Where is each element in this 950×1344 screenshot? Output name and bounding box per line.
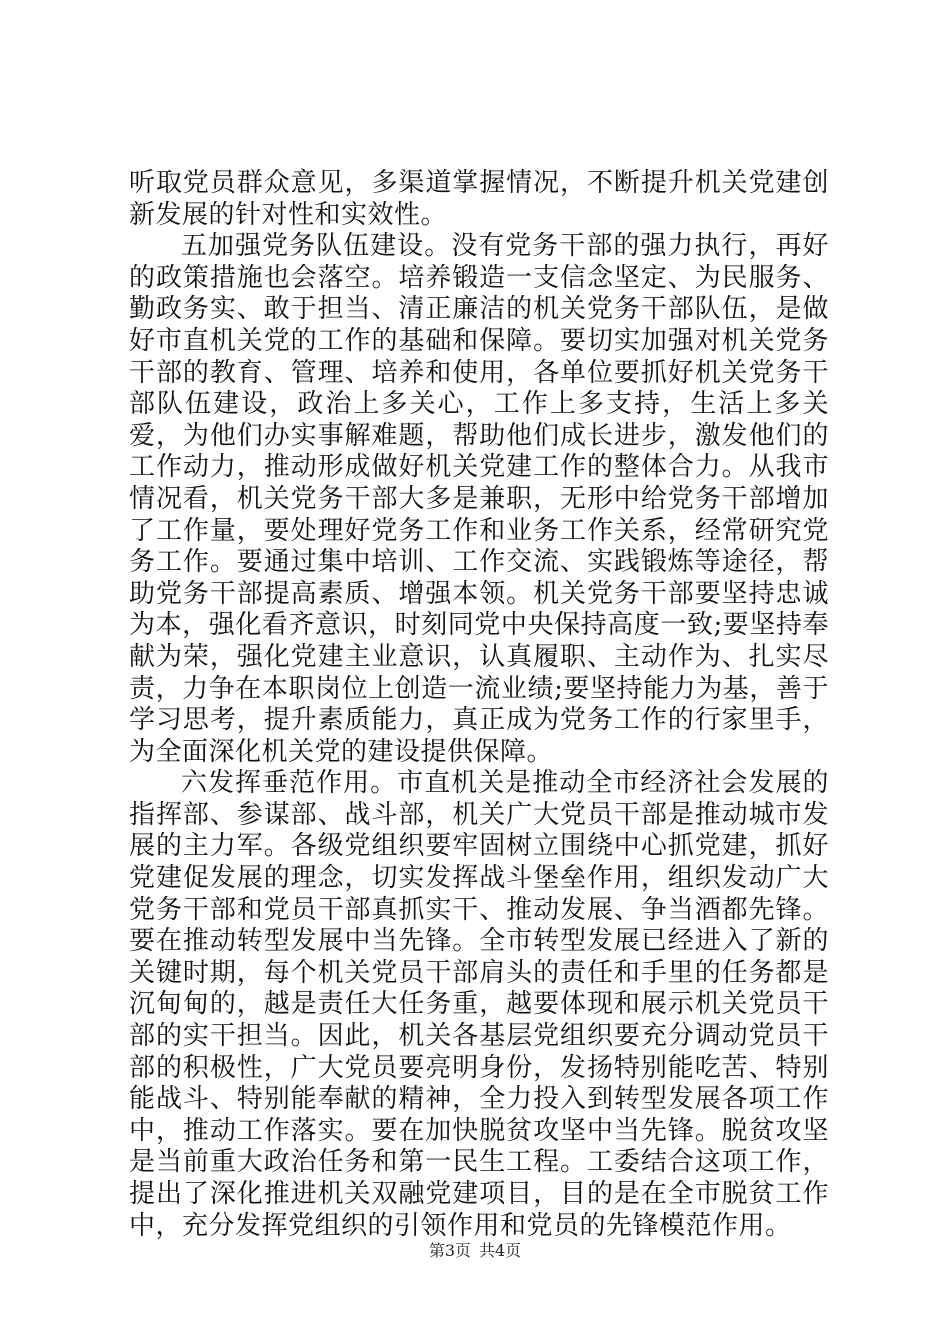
- paragraph-party-affairs-team: 五加强党务队伍建设。没有党务干部的强力执行，再好的政策措施也会落空。培养锻造一支信念坚定、为民服务、勤政务实、敢于担当、清正廉洁的机关党务干部队伍，是做好市直机关党的工作的基础和保障。要切实加强对机关党务干部的教育、管理、培养和使用，各单位要抓好机关党务干部队伍建设，政治上多关心，工作上多支持，生活上多关爱，为他们办实事解难题，帮助他们成长进步，激发他们的工作动力，推动形成做好机关党建工作的整体合力。从我市情况看，机关党务干部大多是兼职，无形中给党务干部增加了工作量，要处理好党务工作和业务工作关系，经常研究党务工作。要通过集中培训、工作交流、实践锻炼等途径，帮助党务干部提高素质、增强本领。机关党务干部要坚持忠诚为本，强化看齐意识，时刻同党中央保持高度一致;要坚持奉献为荣，强化党建主业意识，认真履职、主动作为、扎实尽责，力争在本职岗位上创造一流业绩;要坚持能力为基，善于学习思考，提升素质能力，真正成为党务工作的行家里手，为全面深化机关党的建设提供保障。: [129, 231, 829, 767]
- paragraph-exemplary-role: 六发挥垂范作用。市直机关是推动全市经济社会发展的指挥部、参谋部、战斗部，机关广大党员干部是推动城市发展的主力军。各级党组织要牢固树立围绕中心抓党建，抓好党建促发展的理念，切实发挥战斗堡垒作用，组织发动广大党务干部和党员干部真抓实干、推动发展、争当酒都先锋。要在推动转型发展中当先锋。全市转型发展已经进入了新的关键时期，每个机关党员干部肩头的责任和手里的任务都是沉甸甸的，越是责任大任务重，越要体现和展示机关党员干部的实干担当。因此，机关各基层党组织要充分调动党员干部的积极性，广大党员要亮明身份，发扬特别能吃苦、特别能战斗、特别能奉献的精神，全力投入到转型发展各项工作中，推动工作落实。要在加快脱贫攻坚中当先锋。脱贫攻坚是当前重大政治任务和第一民生工程。工委结合这项工作，提出了深化推进机关双融党建项目，目的是在全市脱贫工作中，充分发挥党组织的引领作用和党员的先锋模范作用。: [129, 768, 829, 1241]
- paragraph-continuation: 听取党员群众意见，多渠道掌握情况，不断提升机关党建创新发展的针对性和实效性。: [129, 168, 829, 230]
- page-footer: [0, 1241, 950, 1261]
- document-body: [129, 168, 829, 1242]
- page-total: 共4页: [479, 1241, 522, 1260]
- page-number: 第3页: [428, 1241, 471, 1260]
